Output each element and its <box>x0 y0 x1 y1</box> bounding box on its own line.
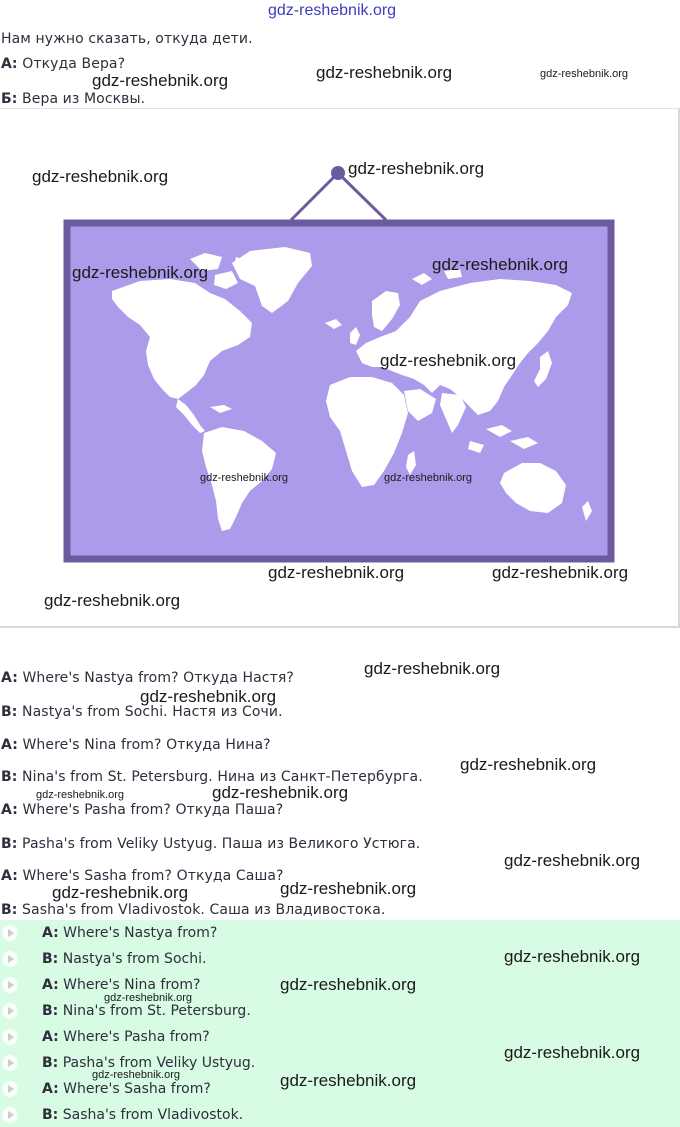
world-map-picture <box>0 109 680 629</box>
line-text: Where's Sasha from? Откуда Саша? <box>22 868 284 884</box>
watermark: gdz-reshebnik.org <box>384 472 473 484</box>
speaker-label: A: <box>42 1081 59 1097</box>
dialogue-line <box>1 802 283 818</box>
speaker-label: B: <box>1 769 18 785</box>
speaker-label: B: <box>42 1107 59 1123</box>
watermark: gdz-reshebnik.org <box>504 1043 641 1062</box>
watermark: gdz-reshebnik.org <box>212 783 349 802</box>
speaker-label: A: <box>42 1029 59 1045</box>
intro-line-b <box>1 91 145 107</box>
speaker-label: Б: <box>1 91 18 107</box>
line-text: Where's Sasha from? <box>63 1081 211 1097</box>
watermark: gdz-reshebnik.org <box>52 883 189 902</box>
dialogue-line <box>1 868 284 884</box>
line-text: Nina's from St. Petersburg. Нина из Санкт-Петербурга. <box>22 769 423 785</box>
watermark: gdz-reshebnik.org <box>348 159 485 178</box>
watermark: gdz-reshebnik.org <box>280 879 417 898</box>
audio-line <box>42 925 217 941</box>
watermark: gdz-reshebnik.org <box>140 687 277 706</box>
watermark: gdz-reshebnik.org <box>280 1071 417 1090</box>
play-icon[interactable] <box>2 1003 18 1019</box>
speaker-label: A: <box>1 868 18 884</box>
watermark: gdz-reshebnik.org <box>504 947 641 966</box>
line-text: Откуда Вера? <box>22 56 126 72</box>
line-text: Pasha's from Veliky Ustyug. Паша из Великого Устюга. <box>22 836 421 852</box>
speaker-label: B: <box>1 836 18 852</box>
speaker-label: А: <box>1 56 18 72</box>
watermark: gdz-reshebnik.org <box>32 167 169 186</box>
line-text: Вера из Москвы. <box>22 91 146 107</box>
audio-line <box>42 977 200 993</box>
speaker-label: B: <box>42 1003 59 1019</box>
watermark: gdz-reshebnik.org <box>316 63 453 82</box>
play-icon[interactable] <box>2 1029 18 1045</box>
audio-line <box>42 1029 210 1045</box>
watermark-top: gdz-reshebnik.org <box>268 2 397 19</box>
intro-line-a <box>1 56 125 72</box>
watermark: gdz-reshebnik.org <box>380 351 517 370</box>
hanging-string <box>291 173 338 220</box>
dialogue-line <box>1 902 385 918</box>
play-icon[interactable] <box>2 977 18 993</box>
play-icon[interactable] <box>2 951 18 967</box>
speaker-label: A: <box>1 737 18 753</box>
speaker-label: A: <box>1 670 18 686</box>
line-text: Pasha's from Veliky Ustyug. <box>62 1055 256 1071</box>
line-text: Where's Pasha from? Откуда Паша? <box>22 802 284 818</box>
watermark: gdz-reshebnik.org <box>280 975 417 994</box>
watermark: gdz-reshebnik.org <box>268 563 405 582</box>
audio-line <box>42 1107 243 1123</box>
line-text: Nastya's from Sochi. Настя из Сочи. <box>22 704 283 720</box>
nail-icon <box>331 166 345 180</box>
dialogue-line <box>1 670 294 686</box>
speaker-label: A: <box>42 925 59 941</box>
watermark: gdz-reshebnik.org <box>72 263 209 282</box>
speaker-label: B: <box>1 704 18 720</box>
line-text: Where's Nastya from? <box>63 925 218 941</box>
line-text: Nastya's from Sochi. <box>62 951 207 967</box>
line-text: Sasha's from Vladivostok. <box>62 1107 244 1123</box>
watermark: gdz-reshebnik.org <box>364 659 501 678</box>
line-text: Where's Pasha from? <box>63 1029 210 1045</box>
watermark: gdz-reshebnik.org <box>92 71 229 90</box>
watermark: gdz-reshebnik.org <box>104 992 193 1004</box>
line-text: Where's Nastya from? Откуда Настя? <box>22 670 294 686</box>
watermark: gdz-reshebnik.org <box>504 851 641 870</box>
watermark: gdz-reshebnik.org <box>44 591 181 610</box>
speaker-label: A: <box>42 977 59 993</box>
play-icon[interactable] <box>2 1055 18 1071</box>
line-text: Nina's from St. Petersburg. <box>62 1003 251 1019</box>
audio-line <box>42 1003 251 1019</box>
watermark: gdz-reshebnik.org <box>540 68 629 80</box>
speaker-label: B: <box>42 1055 59 1071</box>
speaker-label: A: <box>1 802 18 818</box>
watermark: gdz-reshebnik.org <box>36 789 125 801</box>
watermark: gdz-reshebnik.org <box>492 563 629 582</box>
watermark: gdz-reshebnik.org <box>92 1069 181 1081</box>
intro-text: Нам нужно сказать, откуда дети. <box>1 31 253 47</box>
dialogue-line <box>1 836 420 852</box>
speaker-label: B: <box>1 902 18 918</box>
line-text: Where's Nina from? Откуда Нина? <box>22 737 271 753</box>
line-text: Sasha's from Vladivostok. Саша из Владивостока. <box>22 902 386 918</box>
hanging-string <box>338 173 386 220</box>
watermark: gdz-reshebnik.org <box>432 255 569 274</box>
audio-line <box>42 1081 211 1097</box>
watermark: gdz-reshebnik.org <box>200 472 289 484</box>
speaker-label: B: <box>42 951 59 967</box>
play-icon[interactable] <box>2 925 18 941</box>
play-icon[interactable] <box>2 1107 18 1123</box>
audio-line <box>42 951 206 967</box>
watermark: gdz-reshebnik.org <box>460 755 597 774</box>
dialogue-line <box>1 737 271 753</box>
play-icon[interactable] <box>2 1081 18 1097</box>
line-text: Where's Nina from? <box>63 977 201 993</box>
